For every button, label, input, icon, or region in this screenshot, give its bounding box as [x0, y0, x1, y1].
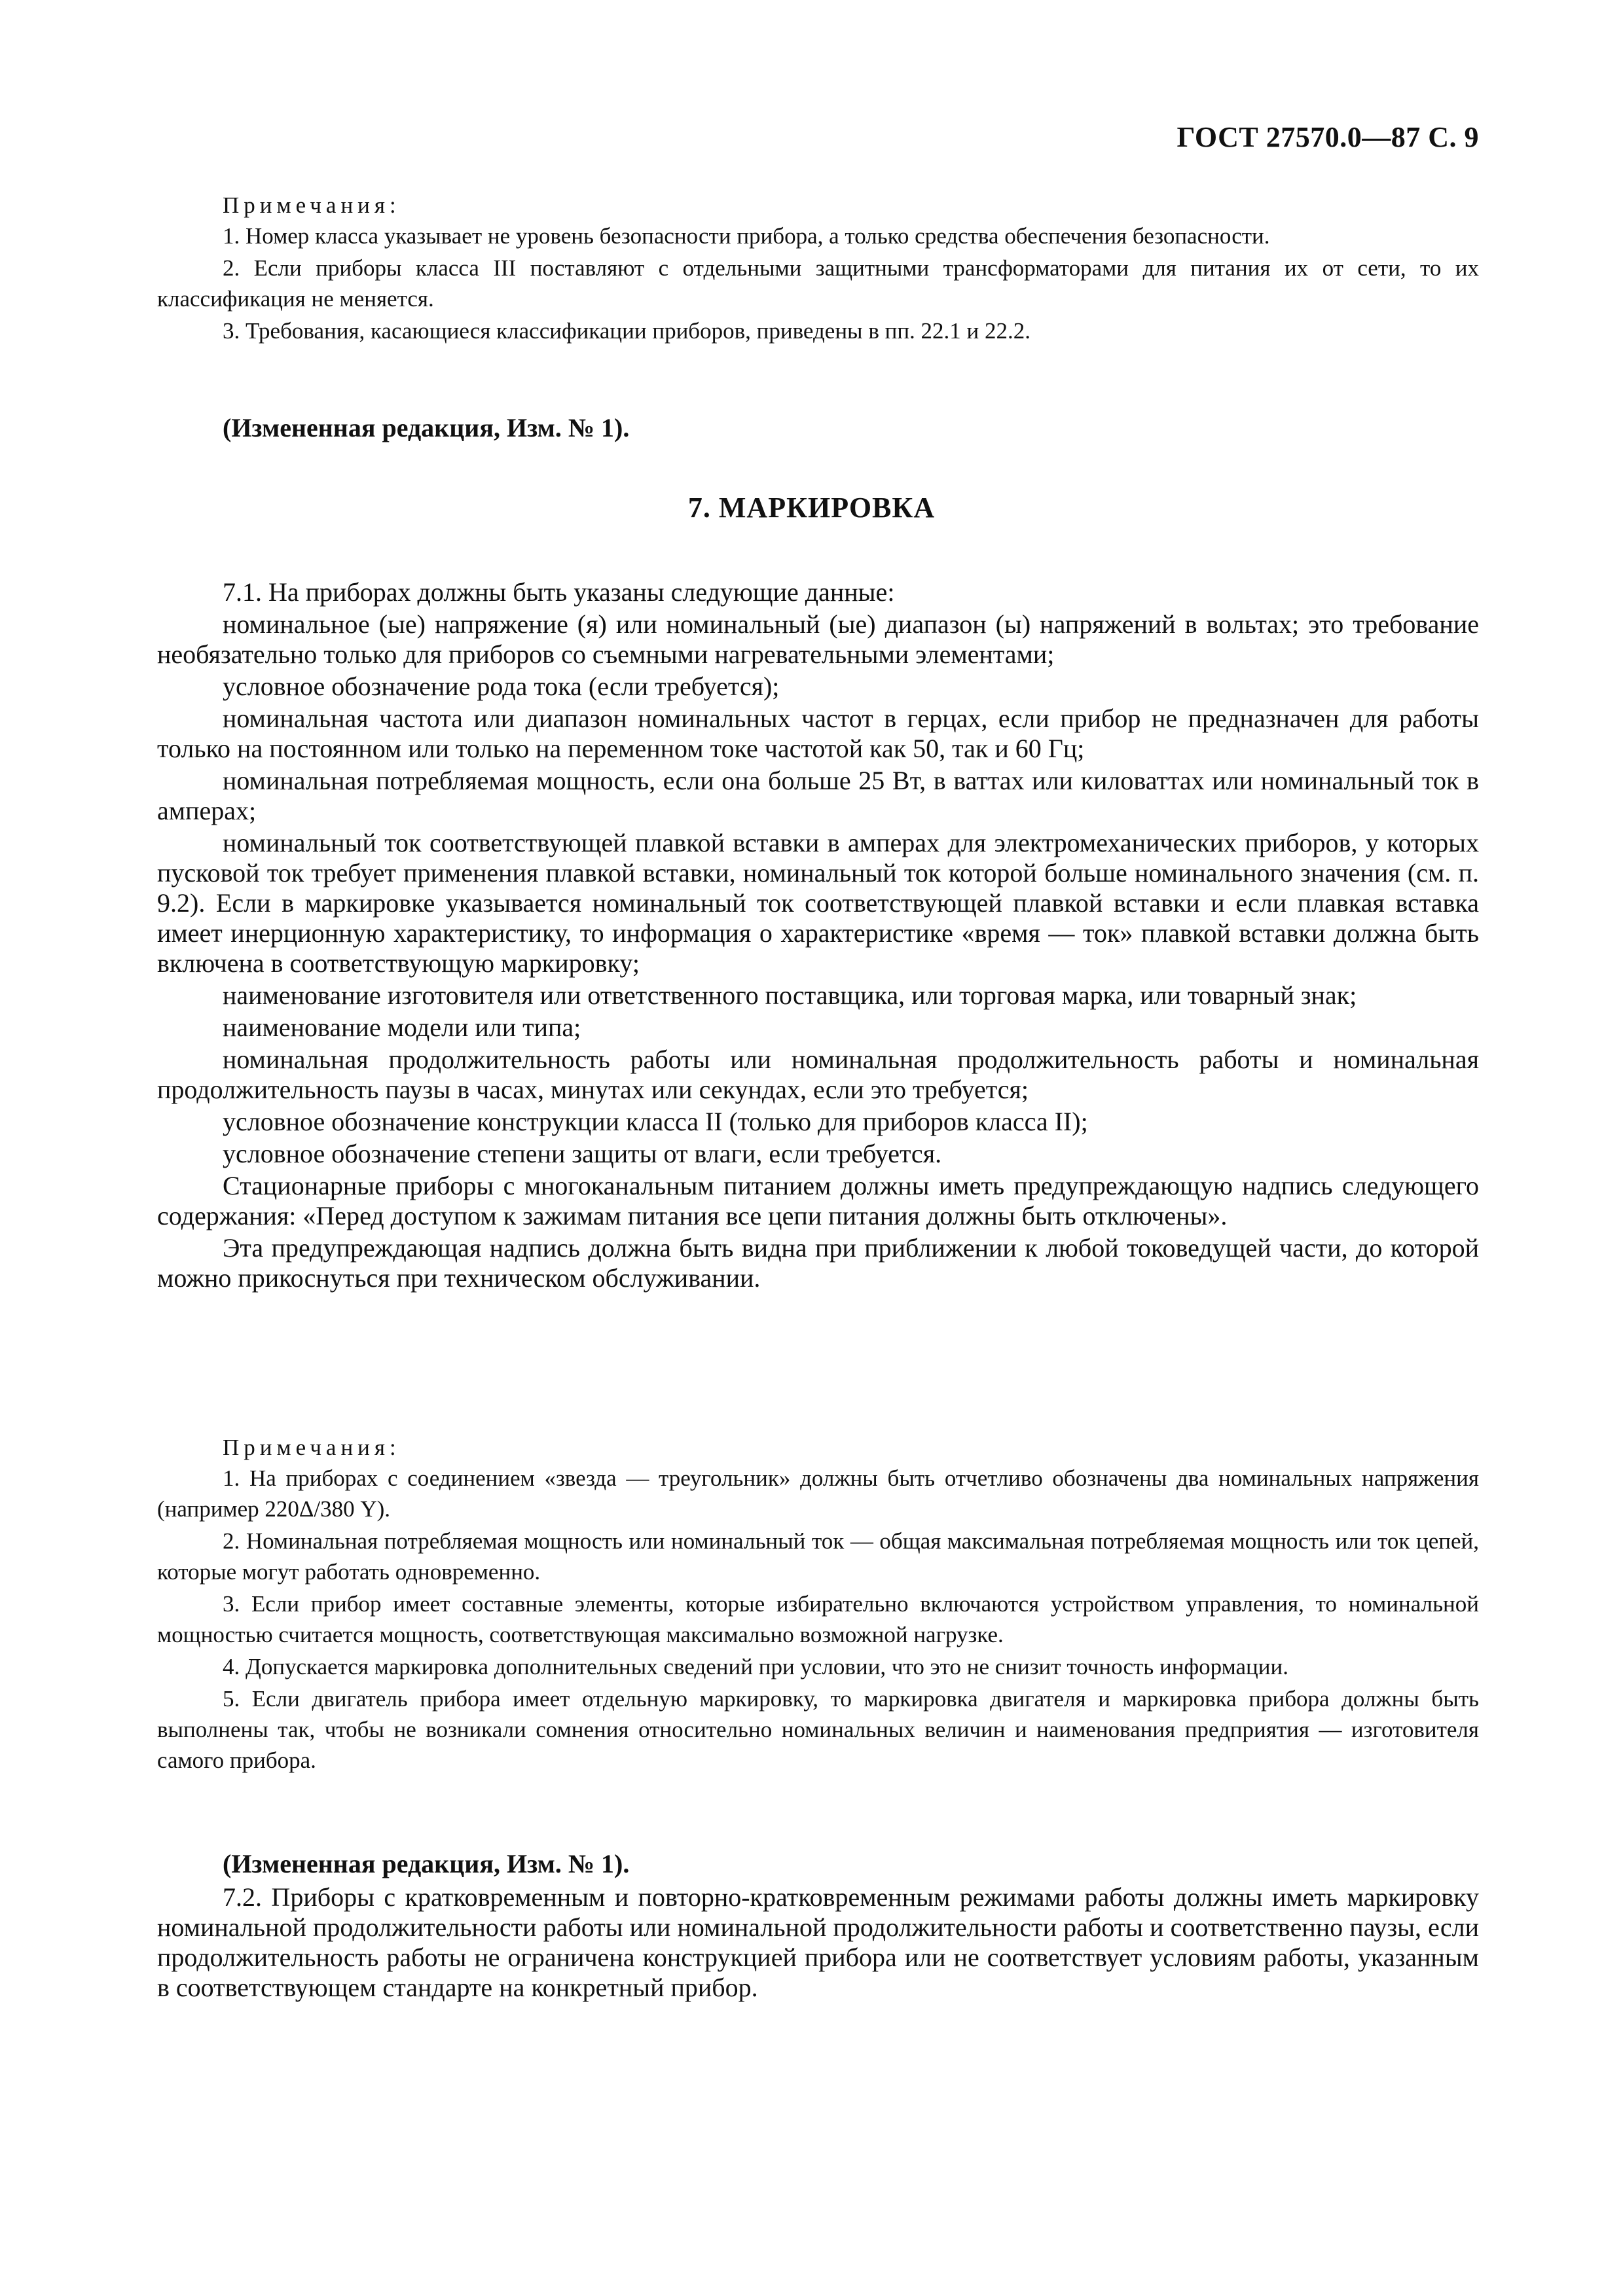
paragraph: 7.2. Приборы с кратковременным и повторно-кратковременным режимами работы должны иметь маркировку номинальной продолжительности работы или номинальной продолжительности работы и соответственно паузы, если продолжительность работы не ограничена конструкцией прибора или не соответствует условиям работы, указанным в соответствующем стандарте на конкретный прибор.: [157, 1882, 1479, 2002]
paragraph: условное обозначение степени защиты от влаги, если требуется.: [223, 1139, 942, 1168]
paragraph: номинальное (ые) напряжение (я) или номинальный (ые) диапазон (ы) напряжений в вольтах; это требование необязательно только для приборов со съемными нагревательными элементами;: [157, 609, 1479, 669]
note-item: 3. Требования, касающиеся классификации приборов, приведены в пп. 22.1 и 22.2.: [223, 318, 1031, 344]
paragraph: номинальная продолжительность работы или номинальная продолжительность работы и номинальная продолжительность паузы в часах, минутах или секундах, если это требуется;: [157, 1045, 1479, 1104]
note-item: 4. Допускается маркировка дополнительных сведений при условии, что это не снизит точность информации.: [223, 1654, 1288, 1679]
paragraph: 7.1. На приборах должны быть указаны следующие данные:: [223, 577, 895, 607]
amendment-text: (Измененная редакция, Изм. № 1).: [223, 413, 630, 442]
section-7-2: [157, 1882, 1479, 2005]
amendment-note-1: [157, 411, 1479, 445]
paragraph: наименование изготовителя или ответственного поставщика, или торговая марка, или товарный знак;: [223, 980, 1357, 1010]
notes-title: Примечания:: [223, 1435, 401, 1460]
section-body: [157, 577, 1479, 1295]
paragraph: номинальная потребляемая мощность, если она больше 25 Вт, в ваттах или киловаттах или номинальный ток в амперах;: [157, 766, 1479, 825]
paragraph: Эта предупреждающая надпись должна быть видна при приближении к любой токоведущей части, до которой можно прикоснуться при техническом обслуживании.: [157, 1233, 1479, 1293]
note-item: 1. Номер класса указывает не уровень безопасности прибора, а только средства обеспечения безопасности.: [223, 223, 1270, 249]
paragraph: номинальная частота или диапазон номинальных частот в герцах, если прибор не предназначен для работы только на постоянном или только на переменном токе частотой как 50, так и 60 Гц;: [157, 704, 1479, 763]
notes-block-1: [157, 190, 1479, 348]
paragraph: номинальный ток соответствующей плавкой вставки в амперах для электромеханических приборов, у которых пусковой ток требует применения плавкой вставки, номинальный ток которой больше номинального значения (см. п. 9.2). Если в маркировке указывается номинальный ток соответствующей плавкой вставки и если плавкая вставка имеет инерционную характеристику, то информация о характеристике «время — ток» плавкой вставки должна быть включена в соответствующую маркировку;: [157, 828, 1479, 978]
amendment-note-2: [157, 1847, 1479, 1881]
paragraph: условное обозначение рода тока (если требуется);: [223, 672, 780, 701]
paragraph: условное обозначение конструкции класса II (только для приборов класса II);: [223, 1107, 1088, 1136]
note-item: 2. Номинальная потребляемая мощность или номинальный ток — общая максимальная потребляемая мощность или ток цепей, которые могут работать одновременно.: [157, 1528, 1479, 1585]
notes-title: Примечания:: [223, 192, 401, 218]
note-item: 1. На приборах с соединением «звезда — треугольник» должны быть отчетливо обозначены два номинальных напряжения (например 220Δ/380 Y).: [157, 1465, 1479, 1522]
page-header: ГОСТ 27570.0—87 С. 9: [1176, 121, 1479, 153]
paragraph: наименование модели или типа;: [223, 1013, 581, 1042]
section-title: 7. МАРКИРОВКА: [687, 492, 936, 524]
note-item: 5. Если двигатель прибора имеет отдельную маркировку, то маркировка двигателя и маркировка прибора должны быть выполнены так, чтобы не возникали сомнения относительно номинальных величин и наименования предприятия — изготовителя самого прибора.: [157, 1686, 1479, 1773]
note-item: 3. Если прибор имеет составные элементы, которые избирательно включаются устройством управления, то номинальной мощностью считается мощность, соответствующая максимально возможной нагрузке.: [157, 1591, 1479, 1647]
notes-block-2: [157, 1432, 1479, 1777]
paragraph: Стационарные приборы с многоканальным питанием должны иметь предупреждающую надпись следующего содержания: «Перед доступом к зажимам питания все цепи питания должны быть отключены».: [157, 1171, 1479, 1230]
amendment-text: (Измененная редакция, Изм. № 1).: [223, 1849, 630, 1878]
note-item: 2. Если приборы класса III поставляют с отдельными защитными трансформаторами для питания их от сети, то их классификация не меняется.: [157, 255, 1479, 312]
